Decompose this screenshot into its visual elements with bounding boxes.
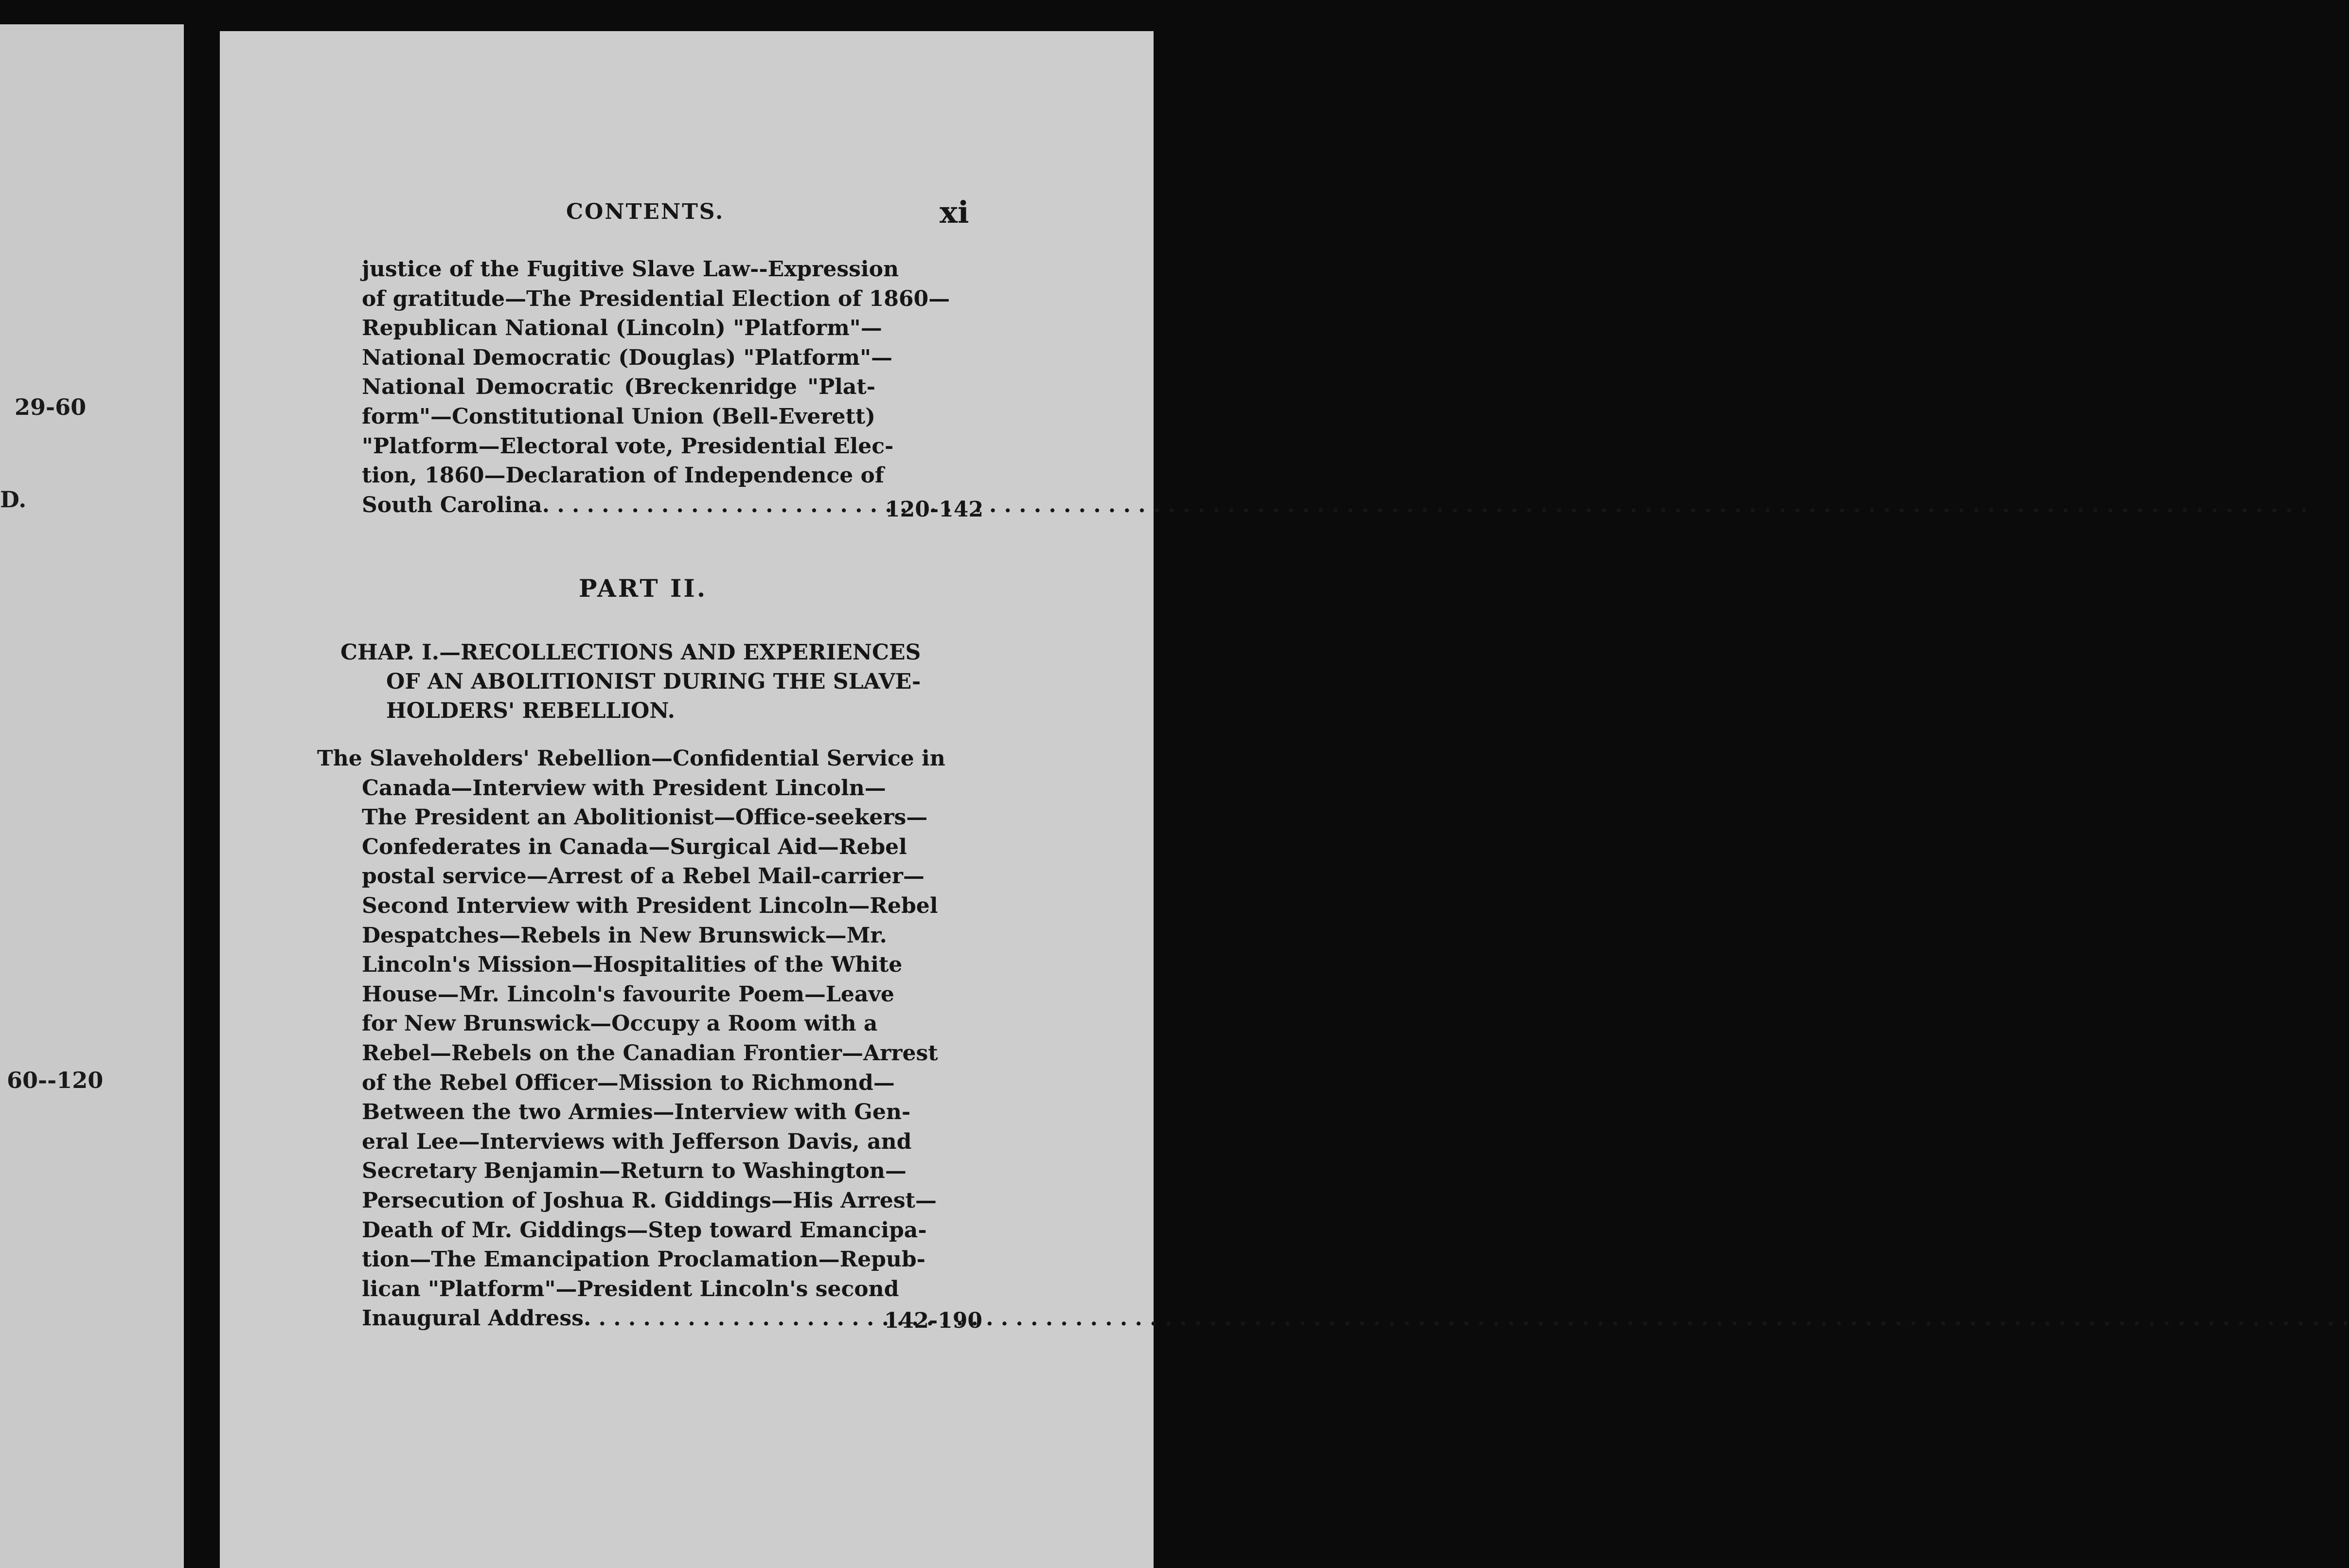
entry-line: Confederates in Canada—Surgical Aid—Rebel [362,834,907,859]
page-range: 120-142 [885,497,983,522]
left-page-range-1: 29-60 [15,394,87,420]
entry-line: Second Interview with President Lincoln—Rebel [362,893,938,918]
entry-line: lican "Platform"—President Lincoln's second [362,1276,899,1301]
entry-line: The President an Abolitionist—Office-seekers— [362,805,928,830]
entry-line: tion, 1860—Declaration of Independence of [362,463,884,488]
entry-line: for New Brunswick—Occupy a Room with a [362,1011,878,1036]
entry-line: Death of Mr. Giddings—Step toward Emancipa- [362,1217,927,1243]
entry-line: tion—The Emancipation Proclamation—Repub- [362,1247,925,1272]
entry-line: postal service—Arrest of a Rebel Mail-carrier— [362,864,925,889]
entry-line: Republican National (Lincoln) "Platform"— [362,316,882,341]
entry-line: Canada—Interview with President Lincoln— [362,775,886,801]
entry-line: National Democratic (Douglas) "Platform"— [362,345,893,370]
entry-line: "Platform—Electoral vote, Presidential Elec- [362,433,894,459]
entry-line: Lincoln's Mission—Hospitalities of the White [362,952,903,978]
entry-line: of the Rebel Officer—Mission to Richmond— [362,1070,895,1095]
page-range: 142-190 [884,1308,982,1333]
left-page-letter: D. [0,486,27,513]
left-page-range-2: 60--120 [7,1067,104,1093]
chapter-title [340,638,968,726]
chapter-title-line: HOLDERS' REBELLION. [386,698,675,723]
chapter-title-line: OF AN ABOLITIONIST DURING THE SLAVE- [386,669,921,694]
entry-first-line: The Slaveholders' Rebellion—Confidential Service in [317,746,945,771]
entry-line: National Democratic (Breckenridge "Plat- [362,374,875,400]
entry-line: eral Lee—Interviews with Jefferson Davis, and [362,1129,912,1154]
entry-line: form"—Constitutional Union (Bell-Everett) [362,404,875,429]
part-heading: PART II. [579,574,708,603]
page-number: xi [940,195,969,230]
entry-line: House—Mr. Lincoln's favourite Poem—Leave [362,981,894,1007]
entry-line: Between the two Armies—Interview with Gen- [362,1100,911,1125]
page-title: CONTENTS. [566,199,725,224]
entry-line: Persecution of Joshua R. Giddings—His Arrest— [362,1188,937,1213]
entry-last-text: Inaugural Address [362,1306,584,1331]
dot-leader [542,491,2308,520]
chapter-title-line: CHAP. I.—RECOLLECTIONS AND EXPERIENCES [340,640,921,665]
entry-last-text: South Carolina [362,492,542,517]
entry-line: justice of the Fugitive Slave Law--Expression [362,257,899,282]
entry-line: of gratitude—The Presidential Election of 1860— [362,286,950,311]
entry-last-line [362,1304,875,1334]
left-page-edge [0,24,184,1568]
entry-line: Secretary Benjamin—Return to Washington— [362,1158,907,1184]
dot-leader [584,1304,2349,1334]
entry-last-line [362,491,875,520]
entry-line: Rebel—Rebels on the Canadian Frontier—Arrest [362,1040,938,1066]
entry-line: Despatches—Rebels in New Brunswick—Mr. [362,923,887,948]
